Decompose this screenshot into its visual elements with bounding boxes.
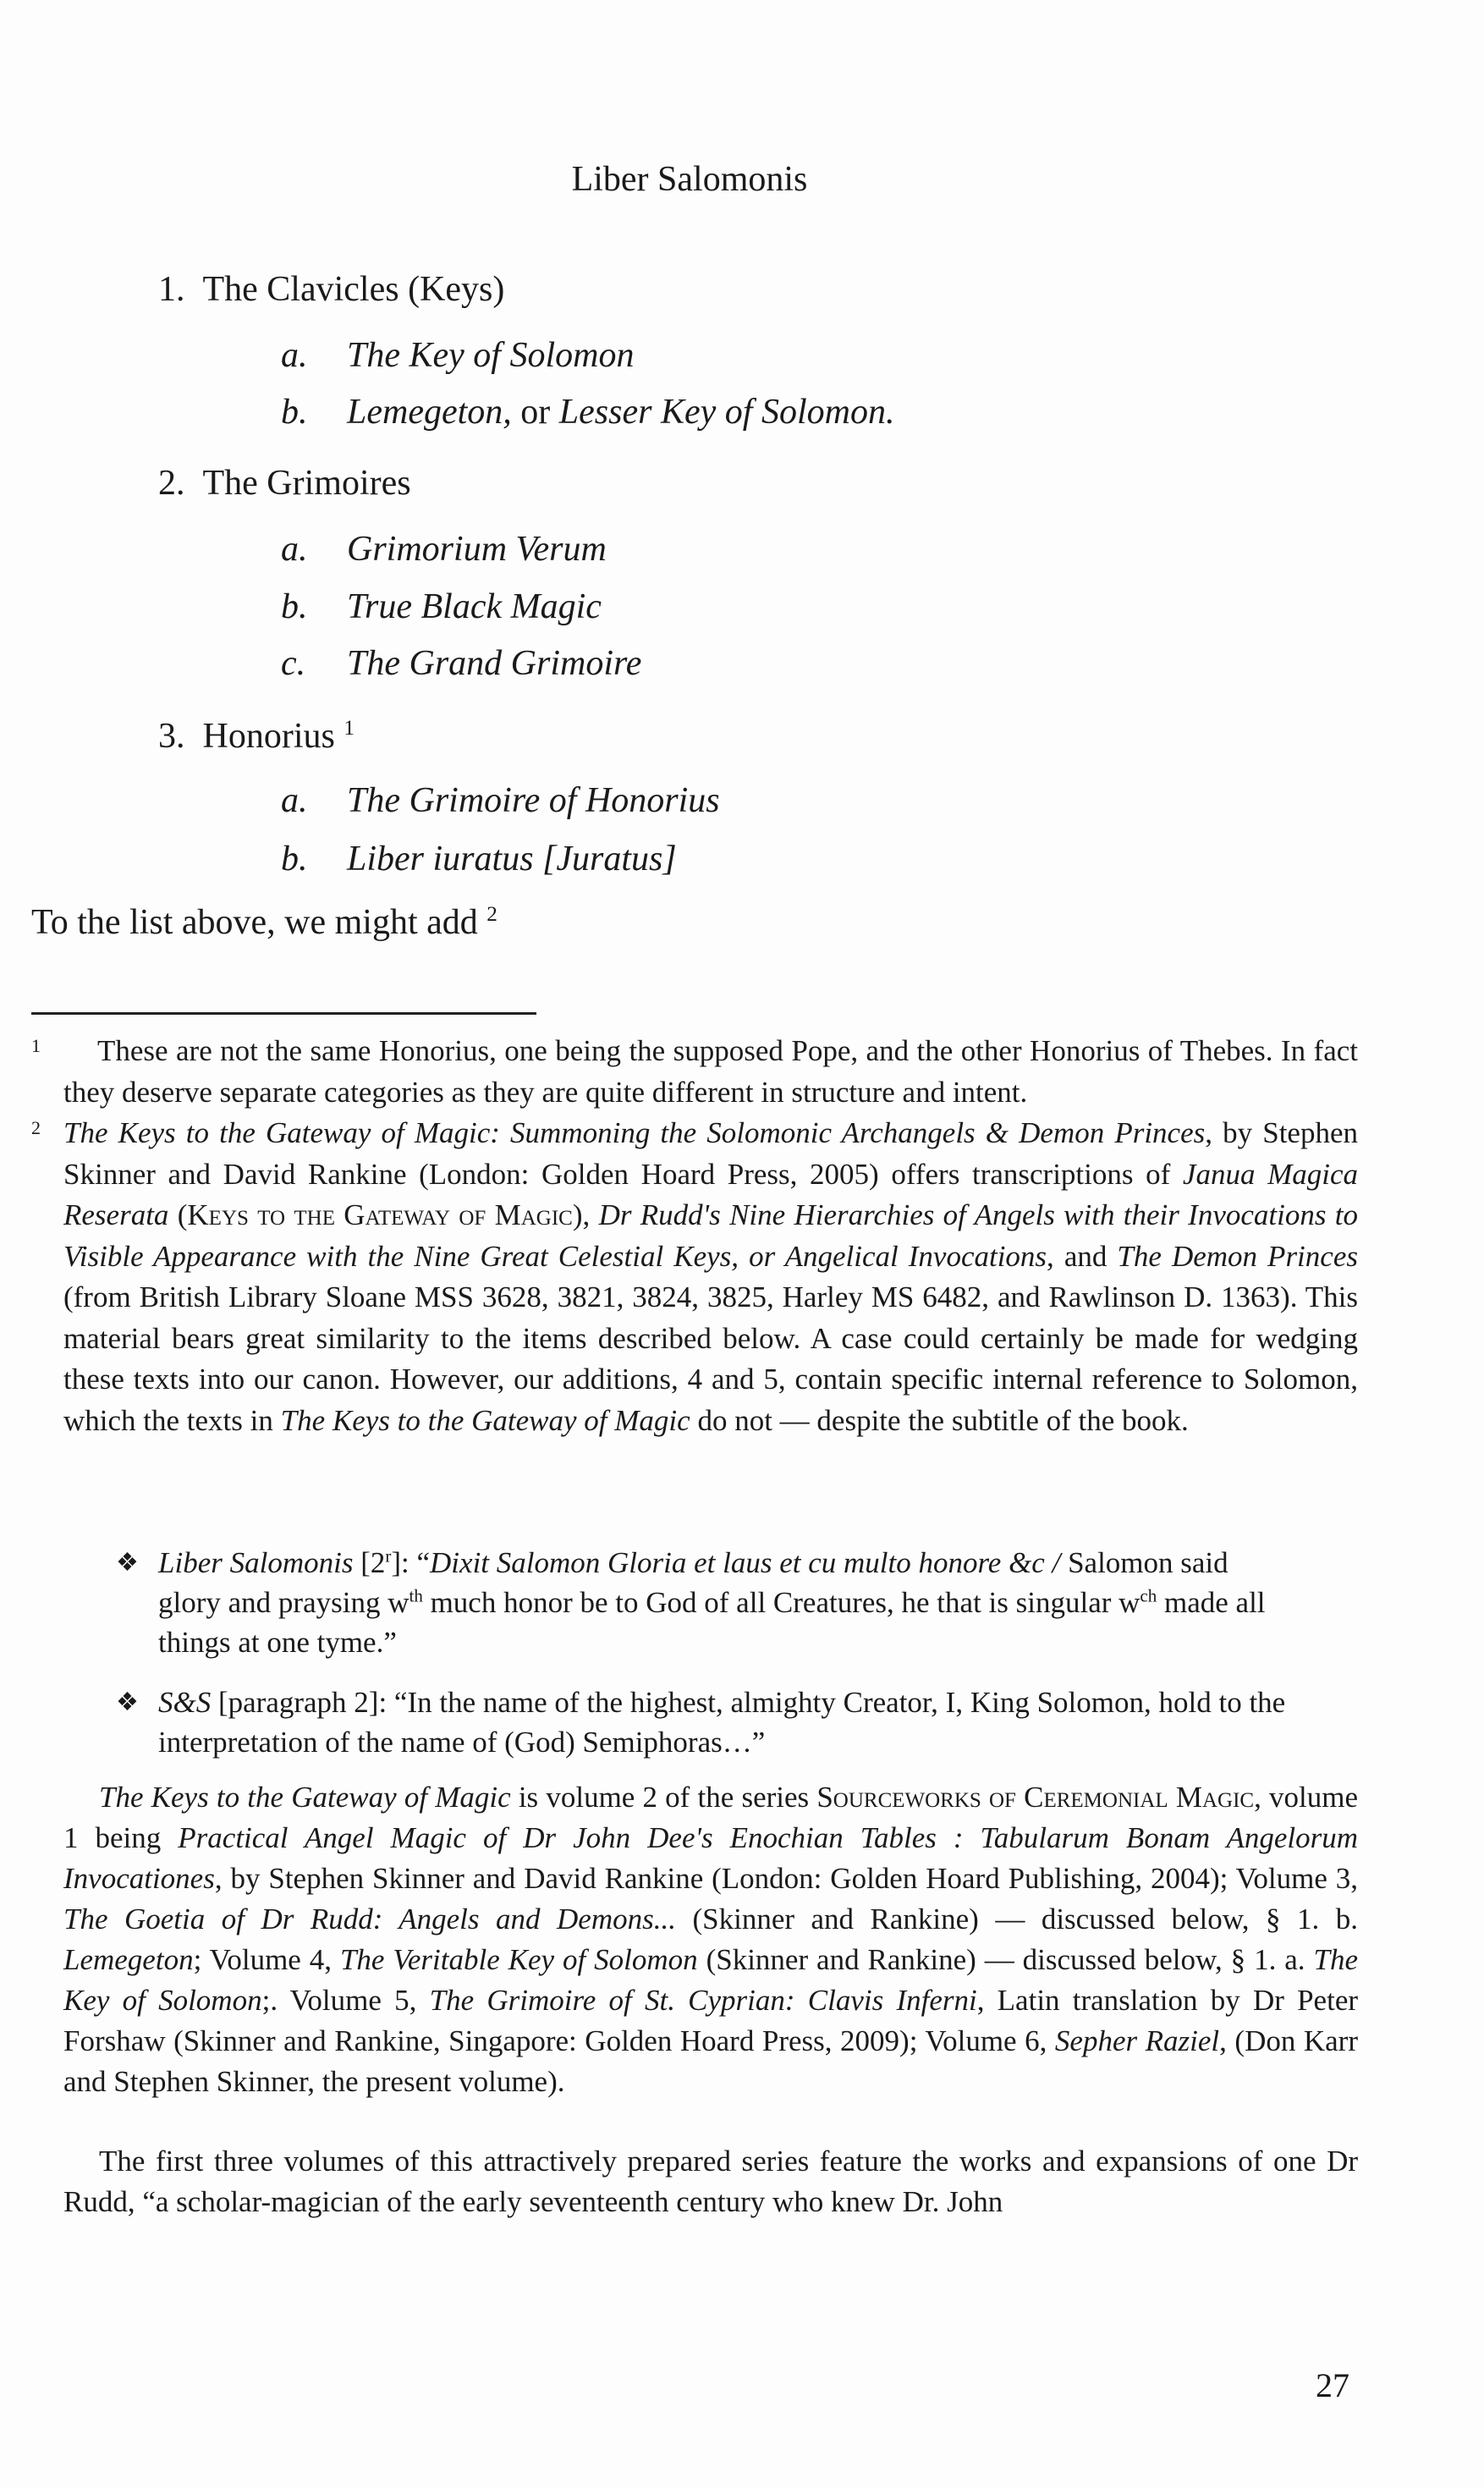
page-title: Liber Salomonis [571,160,808,199]
outline-heading [158,463,411,504]
paragraph [63,2141,1358,2222]
text: ]: “ [391,1546,431,1579]
text-runs [63,2145,1358,2218]
outline-number: 2. [158,464,185,503]
outline-label: The Grimoires [202,464,411,503]
text: ( [168,1198,188,1231]
italic-text: Dr Rudd's Nine Hierarchies of Angels with their Invocations to Visible Appearance with the Nine Great Celestial Keys, or Angelical Invocations [63,1198,1358,1273]
italic-text: Lemegeton [63,1943,194,1976]
text-runs [347,644,641,683]
text-runs [347,587,602,626]
subitem-letter: a. [281,336,308,375]
footnote-2 [31,1113,1359,1441]
footnote-mark: 1 [31,1035,41,1056]
superscript: r [385,1545,392,1567]
text: , by Stephen Skinner and David Rankine (London: Golden Hoard Press, 2005) offers transcriptions of [63,1116,1358,1191]
text: , volume 1 being [63,1781,1358,1854]
outline-subitem [281,392,894,432]
footnote-divider [31,1012,536,1015]
text: much honor be to God of all Creatures, he that is singular w [422,1586,1140,1619]
italic-text: The Demon Princes [1117,1239,1358,1273]
italic-text: The Key of Solomon [63,1943,1358,2017]
text: Salomon said glory and praysing w [158,1546,1228,1619]
subitem-letter: b. [281,393,308,432]
text-runs [347,336,634,375]
outline-number: 1. [158,270,185,309]
subitem-letter: b. [281,587,308,626]
outline-heading [158,269,504,310]
small-caps-text: Sourceworks of Ceremonial Magic [816,1781,1255,1814]
diamond-bullet-icon: ❖ [116,1549,139,1577]
subitem-letter: a. [281,781,308,820]
text: is volume 2 of the series [510,1781,817,1814]
outline-heading [158,716,355,757]
italic-text: Lemegeton, [347,393,512,432]
italic-text: The Key of Solomon [347,336,635,375]
text: The first three volumes of this attractively prepared series feature the works and expansions of one Dr Rudd, “a scholar-magician of the early seventeenth century who knew Dr. John [63,2145,1358,2218]
italic-text: Lesser Key of Solomon. [558,393,895,432]
outline-label: The Clavicles (Keys) [202,270,505,309]
italic-text: Sepher Raziel [1054,2024,1220,2057]
text: ), [572,1198,599,1231]
paragraph [63,1777,1358,2102]
text-runs [158,1686,1285,1759]
text: [2 [353,1546,386,1579]
italic-text: The Grimoire of St. Cyprian: Clavis Inferni [429,1984,977,2017]
italic-text: Liber iuratus [Juratus] [347,840,677,878]
text: , by Stephen Skinner and David Rankine (London: Golden Hoard Publishing, 2004); Volume 3, [214,1862,1358,1895]
text-runs [347,781,720,820]
footnote-1 [31,1031,1358,1113]
text-runs [63,1116,1358,1437]
italic-text: The Grand Grimoire [347,644,642,683]
italic-text: Grimorium Verum [347,530,607,569]
page-number: 27 [1316,2366,1349,2404]
footnote-ref: 2 [486,903,497,926]
lead-in [31,902,497,943]
text-runs [63,1781,1358,2098]
superscript: th [409,1585,423,1606]
text: ;. Volume 5, [261,1984,430,2017]
subitem-letter: c. [281,644,306,683]
text: or [511,393,559,432]
italic-text: The Keys to the Gateway of Magic [99,1781,511,1814]
text-runs [158,1546,1266,1659]
italic-text: The Goetia of Dr Rudd: Angels and Demons... [63,1903,676,1936]
text: (from British Library Sloane MSS 3628, 3821, 3824, 3825, Harley MS 6482, and Rawlinson D. 1363). This material bears great similarity to the items described below. A case could certainly be made for wedging these texts into our canon. However, our additions, 4 and 5, contain specific internal reference to Solomon, which the texts in [63,1280,1358,1437]
text: (Skinner and Rankine) — discussed below, § 1. b. [675,1903,1358,1936]
bullet-item [116,1543,1294,1662]
text: ; Volume 4, [193,1943,340,1976]
subitem-letter: a. [281,530,308,569]
outline-subitem [281,586,602,627]
text: do not — despite the subtitle of the book. [690,1403,1189,1437]
footnote-ref: 1 [344,717,355,740]
outline-subitem [281,643,641,684]
text: made all things at one tyme.” [158,1586,1266,1659]
outline-subitem [281,780,720,821]
outline-label: Honorius [202,717,335,756]
outline-number: 3. [158,717,185,756]
outline-subitem [281,335,634,376]
text-runs [347,840,677,878]
italic-text: True Black Magic [347,587,602,626]
text: [paragraph 2]: “In the name of the highest, almighty Creator, I, King Solomon, hold to the interpretation of the name of (God) Semiphoras…” [158,1686,1286,1759]
italic-text: The Veritable Key of Solomon [339,1943,698,1976]
text: , (Don Karr and Stephen Skinner, the present volume). [63,2024,1358,2098]
text-runs [63,1031,1358,1113]
italic-text: The Keys to the Gateway of Magic [280,1403,690,1437]
text: , Latin translation by Dr Peter Forshaw (Skinner and Rankine, Singapore: Golden Hoard Press, 2009); Volume 6, [63,1984,1359,2057]
text: , and [1047,1239,1118,1273]
italic-text: Dixit Salomon Gloria et laus et cu multo honore &c / [430,1546,1061,1579]
diamond-bullet-icon: ❖ [116,1688,139,1716]
outline-subitem [281,839,677,879]
italic-text: Practical Angel Magic of Dr John Dee's Enochian Tables : Tabularum Bonam Angelorum Invocationes [63,1821,1358,1895]
lead-in-text: To the list above, we might add [31,903,478,942]
italic-text: The Grimoire of Honorius [347,781,720,820]
text: These are not the same Honorius, one being the supposed Pope, and the other Honorius of Thebes. In fact they deserve separate categories as they are quite different in structure and intent. [63,1034,1358,1109]
outline-subitem [281,529,607,570]
bullet-item [116,1682,1294,1762]
italic-text: The Keys to the Gateway of Magic: Summoning the Solomonic Archangels & Demon Princes [63,1116,1206,1149]
footnote-mark: 2 [31,1117,41,1138]
text: (Skinner and Rankine) — discussed below, § 1. a. [697,1943,1314,1976]
italic-text: Janua Magica Reserata [63,1157,1359,1231]
italic-text: Liber Salomonis [158,1546,354,1579]
small-caps-text: Keys to the Gateway of Magic [187,1198,573,1231]
subitem-letter: b. [281,840,308,878]
superscript: ch [1140,1585,1157,1606]
text-runs [347,530,607,569]
text-runs [347,393,894,432]
italic-text: S&S [158,1686,212,1719]
